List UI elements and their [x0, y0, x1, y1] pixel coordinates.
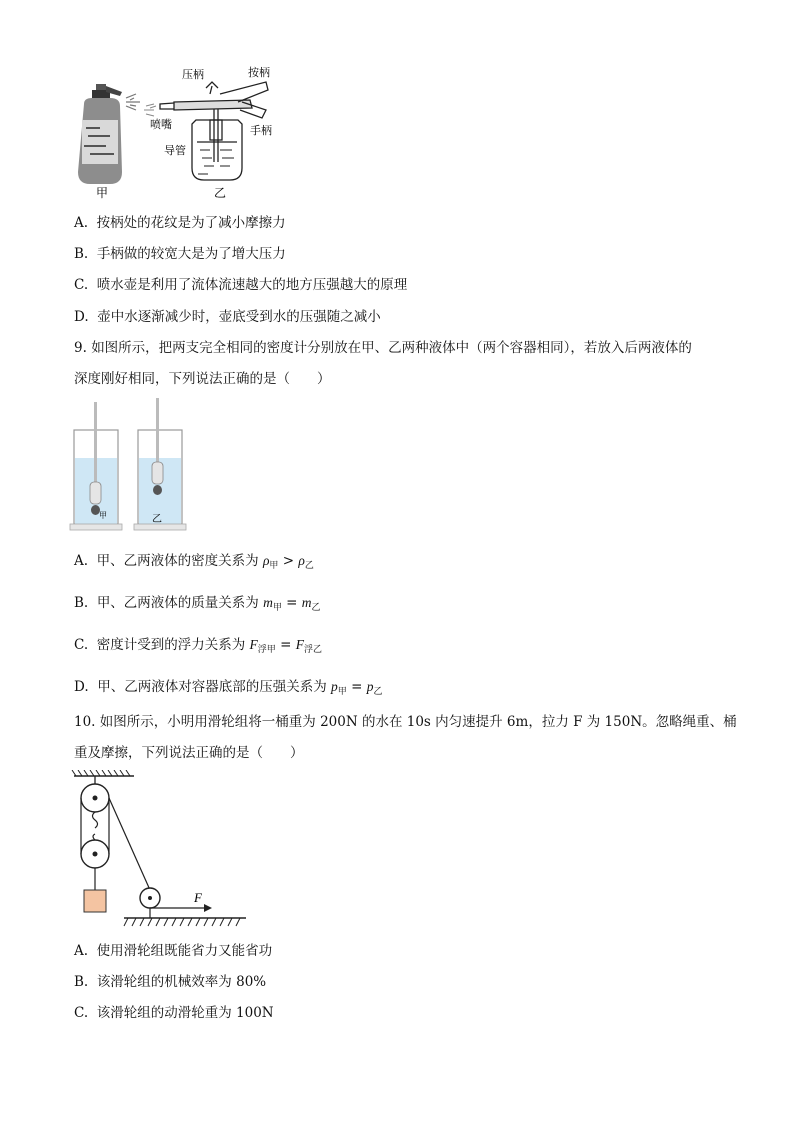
- water-bucket: [84, 890, 106, 912]
- q9-stem-line1: 9. 如图所示，把两支完全相同的密度计分别放在甲、乙两种液体中（两个容器相同），若放入后两液体的: [74, 340, 692, 356]
- spray-bottle-figure: [70, 62, 290, 202]
- figure1-label-handle: 手柄: [250, 124, 272, 137]
- figure1-label-tube: 导管: [164, 144, 186, 157]
- q9-option-c: C. 密度计受到的浮力关系为 $F_{浮甲} = F_{浮乙}$: [74, 637, 322, 655]
- figure1-label-jia: 甲: [96, 186, 109, 200]
- cylinder-yi: [134, 398, 186, 530]
- hydrometer-figure: [68, 398, 188, 532]
- figure1-label-yi: 乙: [214, 186, 227, 200]
- q8-option-b: B. 手柄做的较宽大是为了增大压力: [74, 246, 286, 262]
- pulley-figure: [70, 770, 250, 930]
- cylinder-label-jia: 甲: [99, 511, 107, 520]
- figure1-label-press-handle: 按柄: [248, 66, 270, 79]
- q8-option-a: A. 按柄处的花纹是为了减小摩擦力: [74, 215, 286, 231]
- figure1-label-nozzle: 喷嘴: [150, 118, 172, 131]
- q10-option-a: A. 使用滑轮组既能省力又能省功: [74, 943, 273, 959]
- cylinder-label-yi: 乙: [152, 514, 162, 525]
- q10-stem-line1: 10. 如图所示，小明用滑轮组将一桶重为 200N 的水在 10s 内匀速提升 6m，拉力 F 为 150N。忽略绳重、桶: [74, 714, 737, 730]
- q10-option-b: B. 该滑轮组的机械效率为 80%: [74, 974, 267, 990]
- force-label-f: F: [194, 890, 202, 905]
- q9-option-b: B. 甲、乙两液体的质量关系为 $m_甲 = m_乙$: [74, 595, 321, 613]
- q10-option-c: C. 该滑轮组的动滑轮重为 100N: [74, 1005, 274, 1021]
- cylinder-jia: [70, 402, 122, 530]
- q8-option-c: C. 喷水壶是利用了流体流速越大的地方压强越大的原理: [74, 277, 408, 293]
- spray-bottle-jia: [78, 84, 140, 184]
- q8-option-d: D. 壶中水逐渐减少时，壶底受到水的压强随之减小: [74, 309, 381, 325]
- q10-stem-line2: 重及摩擦，下列说法正确的是（ ）: [74, 745, 304, 761]
- q9-option-d: D. 甲、乙两液体对容器底部的压强关系为 $p_甲 = p_乙$: [74, 679, 383, 697]
- figure1-label-pressure-handle: 压柄: [182, 68, 204, 81]
- q9-option-a: A. 甲、乙两液体的密度关系为 $\rho_甲 > \rho_乙$: [74, 553, 314, 571]
- q9-stem-line2: 深度刚好相同，下列说法正确的是（ ）: [74, 371, 331, 387]
